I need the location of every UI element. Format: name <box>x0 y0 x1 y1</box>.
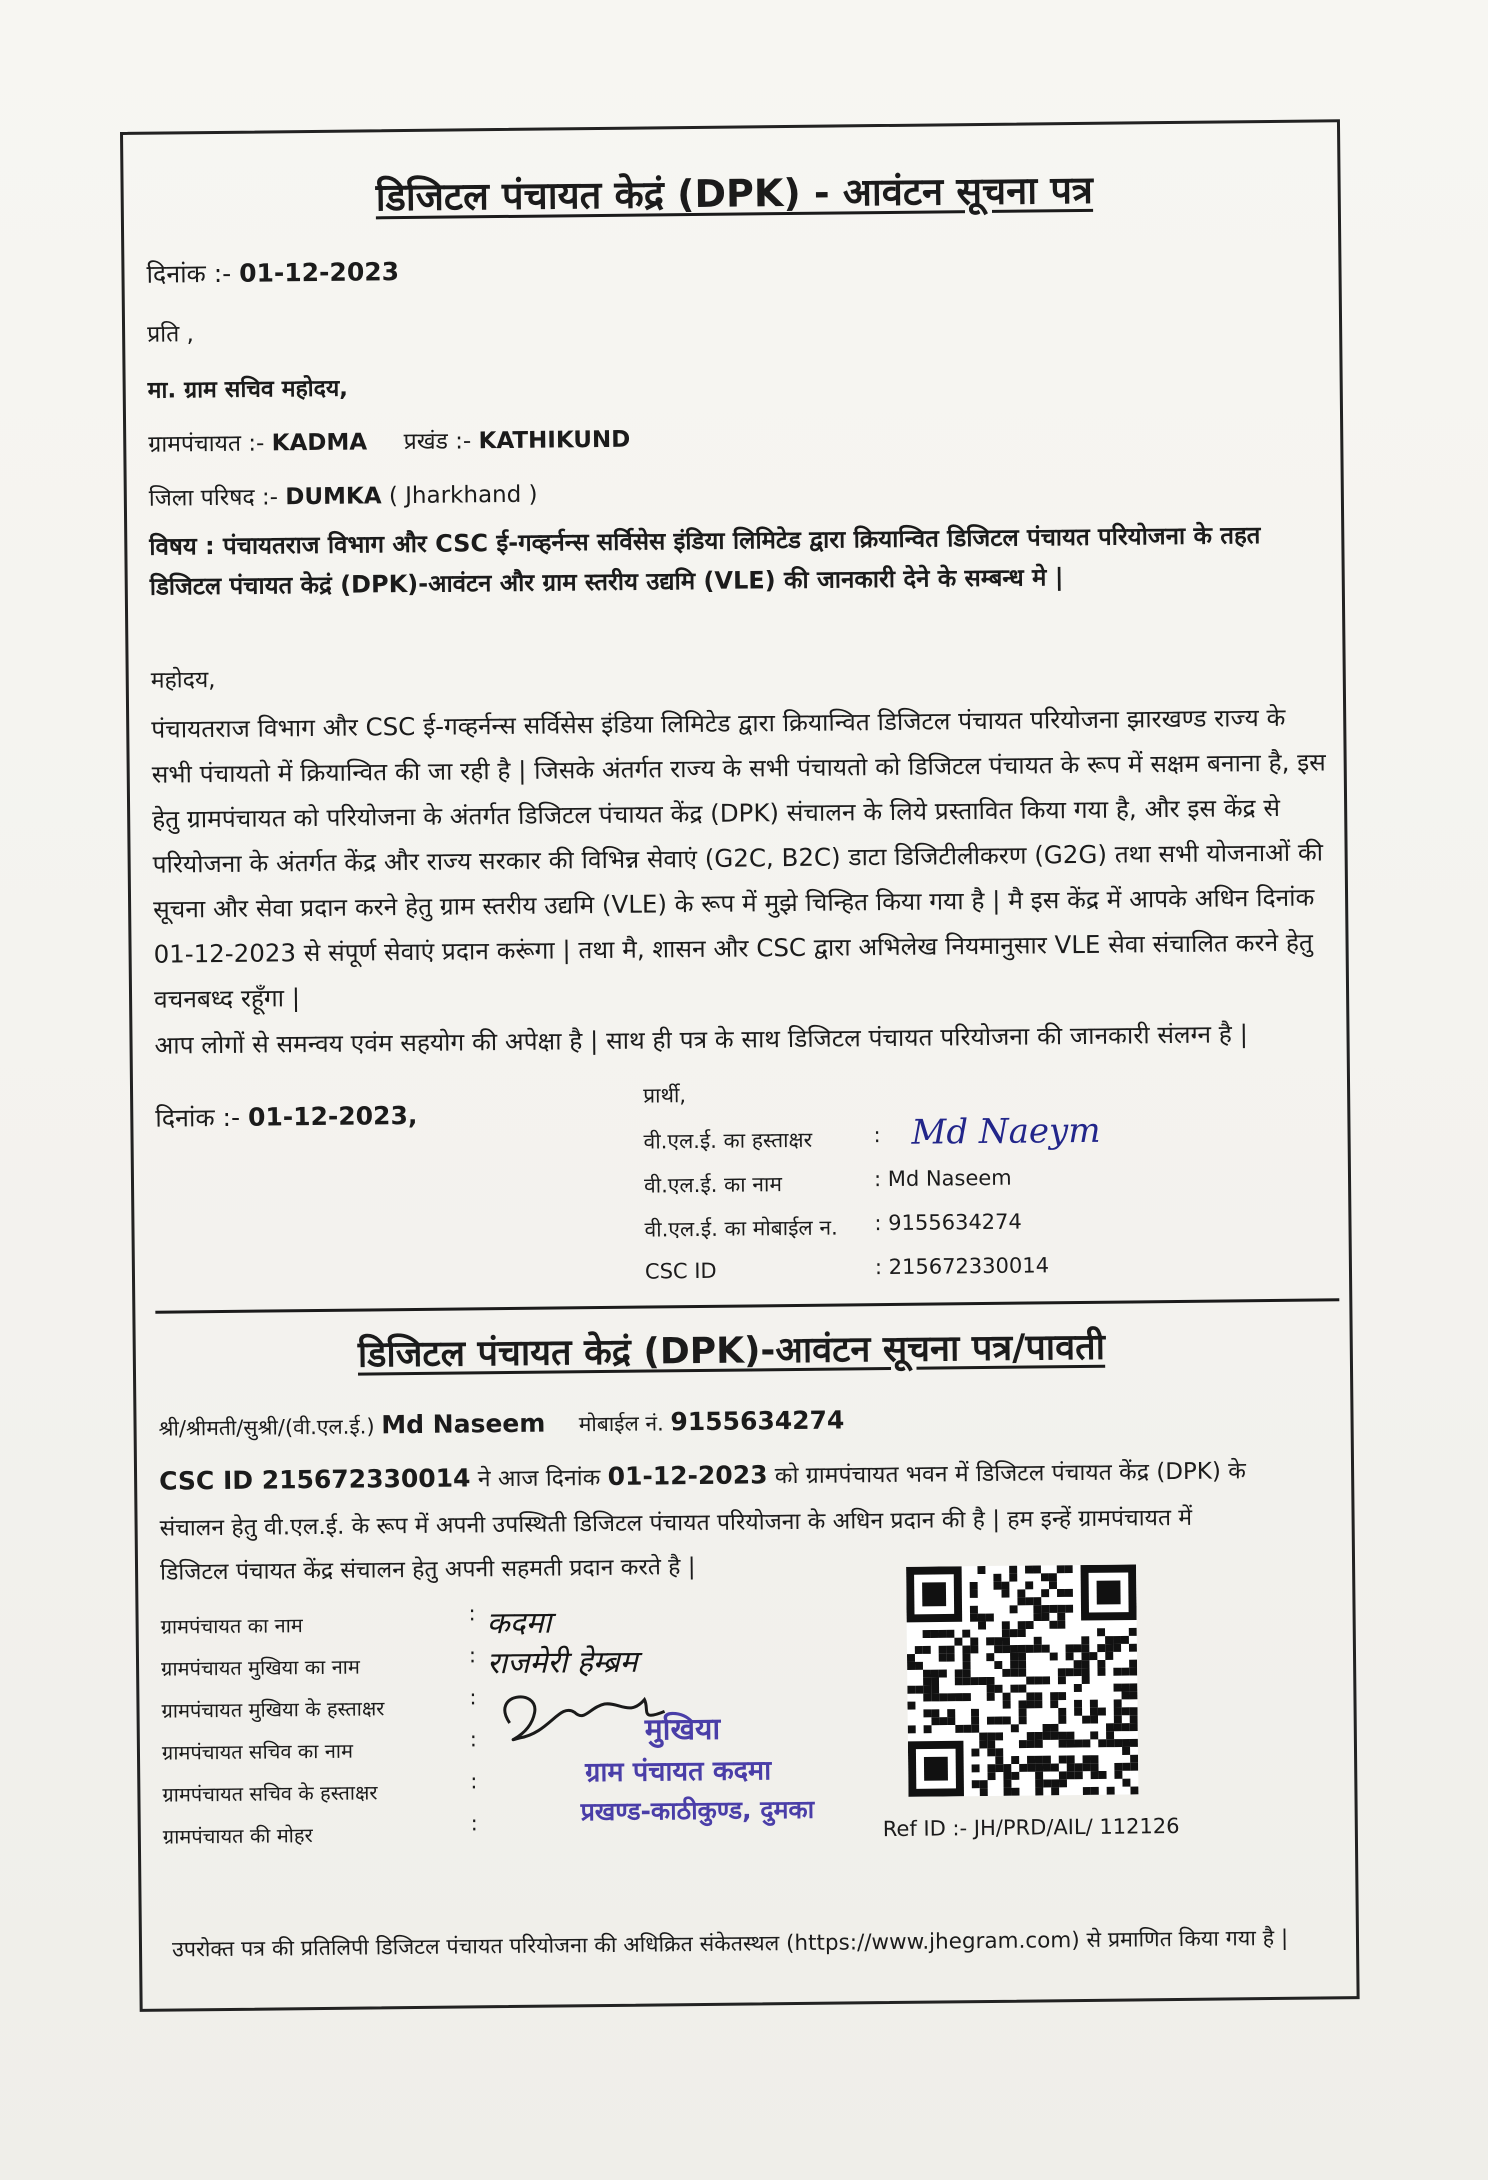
receipt-line2-text: ने आज दिनांक <box>477 1465 601 1493</box>
csc-label: CSC ID <box>644 1258 717 1284</box>
receipt-line-4: डिजिटल पंचायत केंद्र संचालन हेतु अपनी सहमती प्रदान करते है | <box>159 1554 696 1586</box>
closing-line: आप लोगों से समन्वय एवंम सहयोग की अपेक्षा है | साथ ही पत्र के साथ डिजिटल पंचायत परियोजना की जानकारी संलग्न है | <box>154 1019 1249 1060</box>
vle-signature: Md Naeym <box>911 1110 1101 1153</box>
page-title: डिजिटल पंचायत केद्रं (DPK) - आवंटन सूचना पत्र <box>375 167 1094 220</box>
gp-line <box>148 422 630 459</box>
receipt-field-label: ग्रामपंचायत मुखिया के हस्ताक्षर <box>161 1696 385 1723</box>
district-line <box>149 477 538 513</box>
section-divider <box>155 1298 1339 1313</box>
sign-date-value: 01-12-2023, <box>247 1100 418 1132</box>
letter-frame <box>120 119 1360 2012</box>
applicant: प्रार्थी, <box>642 1083 687 1108</box>
sign-date <box>155 1098 417 1135</box>
date-value: 01-12-2023 <box>238 257 400 288</box>
body-paragraph: पंचायतराज विभाग और CSC ई-गव्हर्नन्स सर्विसेस इंडिया लिमिटेड द्वारा क्रियान्वित डिजिटल पंचायत परियोजना झारखण्ड राज्य के सभी पंचायतो में क्रियान्वित की जा रही है | जिसके अंतर्गत राज्य के सभी पंचायतो को डिजिटल पंचायत के रूप में सक्षम बनाना है, इस हेतु ग्रामपंचायत को परियोजना के अंतर्गत डिजिटल पंचायत केंद्र (DPK) संचालन के लिये प्रस्तावित किया गया है, और इस केंद्र से परियोजना के अंतर्गत केंद्र और राज्य सरकार की विभिन्न सेवाएं (G2C, B2C) डाटा डिजिटीलीकरण (G2G) तथा सभी योजनाओं की सूचना और सेवा प्रदान करने हेतु ग्राम स्तरीय उद्यमि (VLE) के रूप में मुझे चिन्हित किया गया है | मै इस केंद्र में आपके अधिन दिनांक 01-12-2023 से संपूर्ण सेवाएं प्रदान करूंगा | तथा मै, शासन और CSC द्वारा अभिलेख नियमानुसार VLE सेवा संचालित करने हेतु वचनबध्द रहूँगा | <box>151 702 1326 1014</box>
vle-mobile-label: वी.एल.ई. का मोबाईल न. <box>644 1215 838 1242</box>
receipt-mobile: 9155634274 <box>670 1405 845 1437</box>
receipt-field-colon: : <box>469 1727 478 1752</box>
receipt-field-colon: : <box>468 1643 477 1668</box>
receipt-field-colon: : <box>469 1685 477 1710</box>
receipt-title: डिजिटल पंचायत केद्रं (DPK)-आवंटन सूचना पत्र/पावती <box>357 1326 1106 1376</box>
prati: प्रति , <box>146 321 195 348</box>
footer-note: उपरोक्त पत्र की प्रतिलिपी डिजिटल पंचायत परियोजना की अधिक्रित संकेतस्थल (https://www.jhegram.com) से प्रमाणित किया गया है | <box>171 1925 1289 1963</box>
block-label: प्रखंड :- <box>403 428 472 456</box>
receipt-field-label: ग्रामपंचायत सचिव के हस्ताक्षर <box>162 1780 378 1807</box>
gp-value: KADMA <box>271 429 368 457</box>
receipt-field-label: ग्रामपंचायत का नाम <box>160 1613 303 1639</box>
district-value: DUMKA <box>285 483 382 511</box>
receipt-line-2 <box>159 1453 1246 1496</box>
receipt-field-colon: : <box>470 1769 478 1794</box>
receipt-mobile-label: मोबाईल नं. <box>578 1411 664 1437</box>
receipt-line2-rest: को ग्रामपंचायत भवन में डिजिटल पंचायत केंद्र (DPK) के <box>774 1458 1247 1490</box>
vle-name-value: : Md Naseem <box>873 1165 1012 1192</box>
qr-code-icon <box>906 1564 1138 1796</box>
handwritten-gp-name: कदमा <box>486 1605 552 1642</box>
stamp-mukhiya: मुखिया <box>644 1711 721 1748</box>
receipt-line-3: संचालन हेतु वी.एल.ई. के रूप में अपनी उपस्थिती डिजिटल पंचायत परियोजना के अधिन प्रदान की है | हम इन्हें ग्रामपंचायत में <box>159 1504 1193 1542</box>
gp-label: ग्रामपंचायत :- <box>148 430 265 458</box>
receipt-field-label: ग्रामपंचायत की मोहर <box>162 1823 313 1849</box>
vle-name-label: वी.एल.ई. का नाम <box>643 1172 783 1198</box>
receipt-csc: CSC ID 215672330014 <box>158 1463 471 1496</box>
receipt-field-label: ग्रामपंचायत मुखिया का नाम <box>160 1654 361 1681</box>
subject: विषय : पंचायतराज विभाग और CSC ई-गव्हर्नन्स सर्विसेस इंडिया लिमिटेड द्वारा क्रियान्वित डिजिटल पंचायत परियोजना के तहत डिजिटल पंचायत केद्रं (DPK)-आवंटन और ग्राम स्तरीय उद्यमि (VLE) की जानकारी देने के सम्बन्ध मे | <box>149 521 1261 601</box>
stamp-block: प्रखण्ड-काठीकुण्ड, दुमका <box>580 1794 815 1827</box>
receipt-field-colon: : <box>468 1601 476 1626</box>
sign-date-label: दिनांक :- <box>155 1102 241 1133</box>
date-label: दिनांक :- <box>146 258 232 289</box>
receipt-field-colon: : <box>470 1811 478 1836</box>
vle-sig-label: वी.एल.ई. का हस्ताक्षर <box>643 1127 813 1154</box>
handwritten-mukhiya-name: राजमेरी हेम्ब्रम <box>486 1644 638 1682</box>
stamp-gp: ग्राम पंचायत कदमा <box>585 1755 772 1789</box>
salutation: महोदय, <box>150 667 216 694</box>
vle-mobile-value: : 9155634274 <box>874 1209 1022 1236</box>
csc-value: : 215672330014 <box>874 1253 1050 1280</box>
colon: : <box>873 1123 881 1148</box>
receipt-line-1 <box>158 1405 844 1442</box>
state-value: ( Jharkhand ) <box>388 481 538 510</box>
receipt-prefix: श्री/श्रीमती/सुश्री/(वी.एल.ई.) <box>158 1414 375 1441</box>
district-label: जिला परिषद :- <box>148 484 279 512</box>
addressee: मा. ग्राम सचिव महोदय, <box>147 375 349 404</box>
receipt-date: 01-12-2023 <box>607 1460 768 1491</box>
block-value: KATHIKUND <box>478 426 631 455</box>
letter-date <box>146 254 399 291</box>
receipt-field-label: ग्रामपंचायत सचिव का नाम <box>161 1738 354 1765</box>
receipt-vle-name: Md Naseem <box>381 1408 546 1440</box>
ref-id: Ref ID :- JH/PRD/AIL/ 112126 <box>882 1813 1180 1842</box>
